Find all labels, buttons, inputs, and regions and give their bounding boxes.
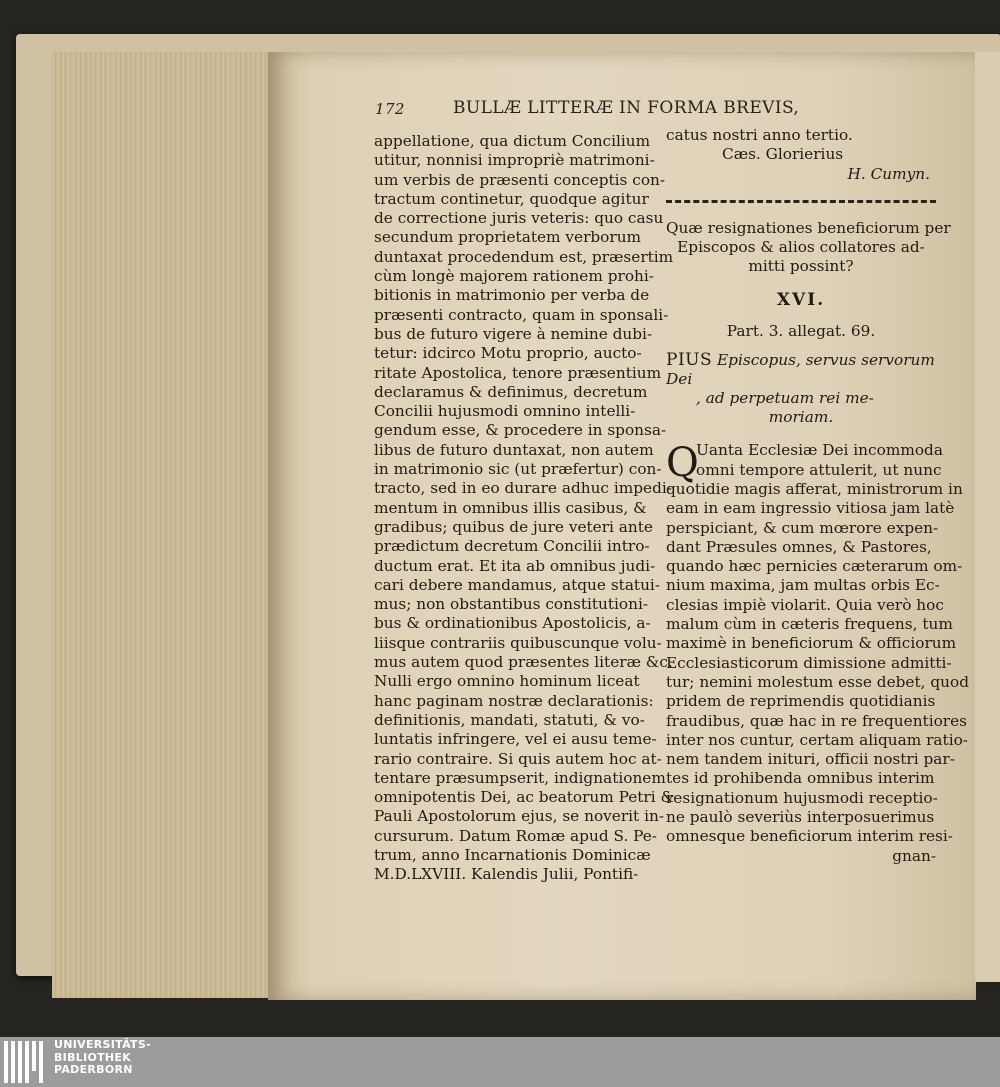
drop-cap: Q	[666, 440, 699, 487]
running-head-title: BULLÆ LITTERÆ IN FORMA BREVIS,	[453, 98, 800, 118]
closing-line: catus nostri anno tertio.	[666, 126, 853, 144]
text-line: quando hæc pernicies cæterarum om-	[666, 557, 963, 576]
intitulation-text: Episcopus, servus servorum Dei	[666, 351, 935, 389]
text-line: omnesque beneficiorum interim resi-	[666, 827, 953, 846]
signature-primary: Cæs. Glorierius	[722, 145, 844, 164]
text-line: ne paulò severiùs interposuerimus	[666, 808, 935, 827]
text-line: Nulli ergo omnino hominum liceat	[374, 672, 640, 691]
library-name-line: PADERBORN	[54, 1063, 133, 1076]
text-line: liisque contrariis quibuscunque volu-	[374, 633, 662, 652]
text-line: Ecclesiasticorum dimissione admitti-	[666, 653, 952, 672]
text-line: gradibus; quibus de jure veteri ante	[374, 517, 653, 536]
facing-page-edge	[975, 52, 1000, 982]
text-line: tracto, sed in eo durare adhuc impedi-	[374, 479, 672, 498]
text-line: tes id prohibenda omnibus interim	[666, 769, 935, 788]
running-head	[375, 96, 855, 122]
text-line: hanc paginam nostræ declarationis:	[374, 691, 654, 710]
library-name-line: UNIVERSITÄTS-	[54, 1038, 151, 1051]
text-line: maximè in beneficiorum & officiorum	[666, 634, 957, 653]
text-line: clesias impiè violarit. Quia verò hoc	[666, 595, 944, 614]
left-column	[374, 132, 675, 885]
library-footer-bar	[0, 1037, 1000, 1087]
library-name	[54, 1039, 151, 1077]
text-line: Pauli Apostolorum ejus, se noverit in-	[374, 807, 664, 826]
pope-name: PIUS	[666, 350, 713, 371]
text-line: rario contraire. Si quis autem hoc at-	[374, 749, 662, 768]
text-line: tractum continetur, quodque agitur	[374, 189, 649, 208]
text-line: luntatis infringere, vel ei ausu teme-	[374, 730, 657, 749]
bull-intitulation	[666, 351, 936, 427]
text-line: mentum in omnibus illis casibus, &	[374, 498, 647, 517]
right-column	[666, 126, 969, 866]
text-line: resignationum hujusmodi receptio-	[666, 788, 938, 807]
text-line: omnipotentis Dei, ac beatorum Petri &	[374, 788, 675, 807]
text-line: tur; nemini molestum esse debet, quod	[666, 672, 969, 691]
text-line: eam in eam ingressio vitiosa jam latè	[666, 499, 955, 518]
text-line: gendum esse, & procedere in sponsa-	[374, 421, 667, 440]
text-line: tetur: idcirco Motu proprio, aucto-	[374, 344, 642, 363]
text-line: nem tandem inituri, officii nostri par-	[666, 750, 955, 769]
text-line: M.D.LXVIII. Kalendis Julii, Pontifi-	[374, 865, 639, 884]
text-line: definitionis, mandati, statuti, & vo-	[374, 710, 645, 729]
text-line: dant Præsules omnes, & Pastores,	[666, 537, 932, 556]
text-line: prædictum decretum Concilii intro-	[374, 537, 650, 556]
heading-line: mitti possint?	[748, 257, 854, 276]
page-edges	[52, 52, 272, 998]
section-number: XVI.	[776, 289, 826, 310]
catchword: gnan-	[892, 846, 936, 865]
text-line: cursurum. Datum Romæ apud S. Pe-	[374, 826, 657, 845]
text-line: Uanta Ecclesiæ Dei incommoda	[696, 441, 943, 460]
heading-line: Episcopos & alios collatores ad-	[677, 238, 925, 257]
text-line: bitionis in matrimonio per verba de	[374, 286, 650, 305]
signature-secondary: H. Cumyn.	[847, 164, 930, 183]
text-line: libus de futuro duntaxat, non autem	[374, 440, 654, 459]
text-line: pridem de reprimendis quotidianis	[666, 692, 936, 711]
text-line: perspiciant, & cum mœrore expen-	[666, 518, 939, 537]
text-line: malum cùm in cæteris frequens, tum	[666, 615, 953, 634]
text-line: bus & ordinationibus Apostolicis, a-	[374, 614, 651, 633]
text-line: secundum proprietatem verborum	[374, 228, 642, 247]
heading-line: Quæ resignationes beneficiorum per	[666, 218, 951, 237]
text-line: cùm longè majorem rationem prohi-	[374, 267, 654, 286]
text-line: declaramus & definimus, decretum	[374, 382, 648, 401]
text-line: inter nos cuntur, certam aliquam ratio-	[666, 730, 968, 749]
text-line: mus autem quod præsentes literæ &c.	[374, 653, 673, 672]
bull-body	[666, 440, 969, 866]
text-line: tentare præsumpserit, indignationem	[374, 768, 666, 787]
intitulation-line-2: , ad perpetuam rei me-	[696, 389, 874, 408]
section-divider	[666, 200, 936, 203]
text-line: appellatione, qua dictum Concilium	[374, 132, 651, 150]
text-line: nium maxima, jam multas orbis Ec-	[666, 576, 940, 595]
text-line: duntaxat procedendum est, præsertim	[374, 247, 674, 266]
text-line: utitur, nonnisi impropriè matrimoni-	[374, 151, 655, 170]
library-name-line: BIBLIOTHEK	[54, 1050, 132, 1064]
section-heading	[666, 218, 951, 277]
library-barcode-logo-icon	[4, 1041, 48, 1083]
text-line: ductum erat. Et ita ab omnibus judi-	[374, 556, 656, 575]
text-line: mus; non obstantibus constitutioni-	[374, 595, 649, 614]
text-line: omni tempore attulerit, ut nunc	[696, 460, 942, 479]
text-line: fraudibus, quæ hac in re frequentiores	[666, 711, 968, 730]
text-line: um verbis de præsenti conceptis con-	[374, 170, 666, 189]
text-line: Concilii hujusmodi omnino intelli-	[374, 402, 636, 421]
page-number: 172	[375, 100, 405, 118]
text-line: cari debere mandamus, atque statui-	[374, 575, 660, 594]
text-line: præsenti contracto, quam in sponsali-	[374, 305, 669, 324]
intitulation-line-3: moriam.	[768, 408, 834, 427]
text-line: in matrimonio sic (ut præfertur) con-	[374, 460, 662, 479]
text-line: quotidie magis afferat, ministrorum in	[666, 479, 963, 498]
text-line: de correctione juris veteris: quo casu	[374, 209, 664, 228]
text-line: ritate Apostolica, tenore præsentium	[374, 363, 662, 382]
text-line: bus de futuro vigere à nemine dubi-	[374, 324, 653, 343]
reference-line: Part. 3. allegat. 69.	[726, 322, 876, 341]
text-line: trum, anno Incarnationis Dominicæ	[374, 845, 651, 864]
